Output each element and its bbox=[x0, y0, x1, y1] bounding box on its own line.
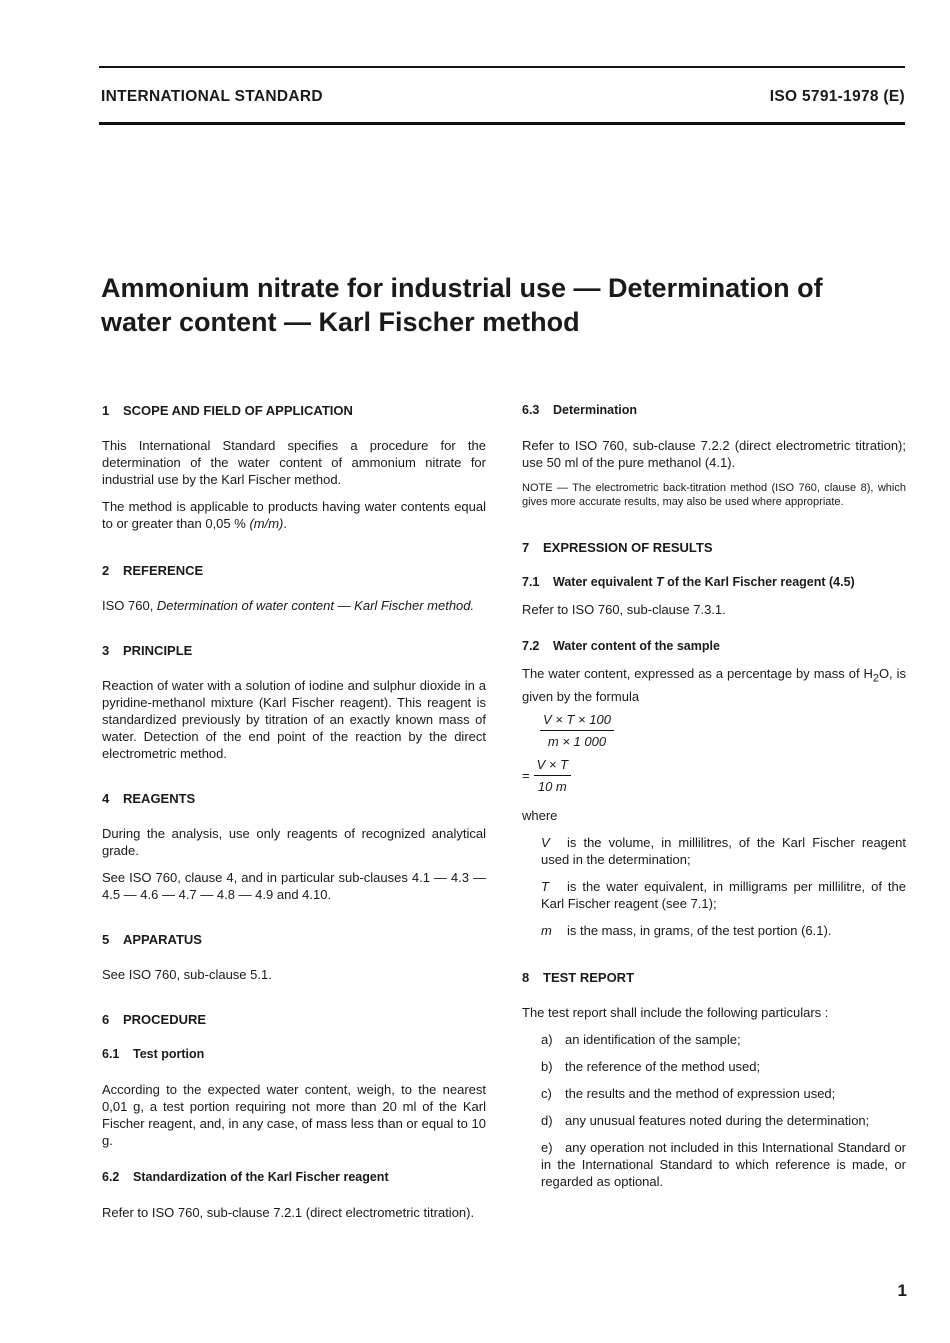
section-6-3-heading: 6.3 Determination bbox=[522, 403, 638, 417]
report-item-b: b) the reference of the method used; bbox=[541, 1058, 761, 1074]
title-line-1: Ammonium nitrate for industrial use — Determination of bbox=[101, 273, 823, 303]
section-8-intro: The test report shall include the following particulars : bbox=[522, 1004, 829, 1020]
section-6-3-note: NOTE — The electrometric back-titration method (ISO 760, clause 8), which gives more accurate results, may also be used where appropriate. bbox=[522, 482, 906, 508]
section-7-2-paragraph: The water content, expressed as a percentage by mass of $H_2O$, is given by the formula bbox=[522, 666, 906, 704]
report-item-a: a) an identification of the sample; bbox=[541, 1031, 741, 1047]
header-doc-type: INTERNATIONAL STANDARD bbox=[101, 88, 323, 105]
report-item-d: d) any unusual features noted during the determination; bbox=[541, 1112, 870, 1128]
section-3-heading: 3 PRINCIPLE bbox=[102, 643, 193, 658]
section-2-heading: 2 REFERENCE bbox=[102, 563, 204, 578]
report-item-e: e) any operation not included in this International Standard or in the International Standard to which reference is made, or regarded as optional. bbox=[541, 1139, 906, 1189]
definition-v: V is the volume, in millilitres, of the Karl Fischer reagent used in the determination; bbox=[541, 834, 906, 867]
document-title bbox=[101, 271, 901, 339]
section-7-1-paragraph: Refer to ISO 760, sub-clause 7.3.1. bbox=[522, 602, 726, 617]
section-5-paragraph: See ISO 760, sub-clause 5.1. bbox=[102, 967, 272, 982]
section-1-paragraph-1: This International Standard specifies a procedure for the determination of the water content of ammonium nitrate for industrial use by the Karl Fischer method. bbox=[102, 438, 486, 487]
section-6-1-heading: 6.1 Test portion bbox=[102, 1047, 205, 1061]
formula-2-denominator: 10 m bbox=[537, 778, 567, 794]
formula-2 bbox=[522, 756, 906, 795]
section-1-heading: 1 SCOPE AND FIELD OF APPLICATION bbox=[102, 403, 353, 418]
section-6-1-paragraph: According to the expected water content, weigh, to the nearest 0,01 g, a test portion requiring not more than 20 ml of the Karl Fischer reagent, and, in any case, of mass less than or equal to 10 g. bbox=[102, 1082, 486, 1148]
section-6-2-paragraph: Refer to ISO 760, sub-clause 7.2.1 (direct electrometric titration). bbox=[102, 1205, 475, 1220]
section-7-heading: 7 EXPRESSION OF RESULTS bbox=[522, 540, 713, 555]
section-7-1-heading: 7.1 Water equivalent T of the Karl Fischer reagent (4.5) bbox=[522, 575, 855, 589]
section-3-paragraph: Reaction of water with a solution of iodine and sulphur dioxide in a pyridine-methanol mixture (Karl Fischer reagent). This reagent is standardized previously by titration of an exactly known mass of water. Detection of the end point of the reaction by the direct electrometric method. bbox=[102, 678, 486, 761]
header-rule-bottom bbox=[99, 122, 905, 125]
section-6-2-heading: 6.2 Standardization of the Karl Fischer reagent bbox=[102, 1170, 389, 1184]
section-1-paragraph-2: The method is applicable to products having water contents equal to or greater than 0,05 % (m/m). bbox=[102, 499, 486, 531]
definition-m: m is the mass, in grams, of the test portion (6.1). bbox=[541, 922, 832, 938]
header-rule-top bbox=[99, 66, 905, 68]
header-standard-number: ISO 5791-1978 (E) bbox=[769, 88, 905, 105]
section-7-2-heading: 7.2 Water content of the sample bbox=[522, 639, 720, 653]
definition-t: T is the water equivalent, in milligrams per millilitre, of the Karl Fischer reagent (see 7.1); bbox=[541, 878, 906, 911]
right-column bbox=[522, 402, 906, 1190]
page-number: 1 bbox=[897, 1281, 907, 1300]
section-6-3-paragraph: Refer to ISO 760, sub-clause 7.2.2 (direct electrometric titration); use 50 ml of the pure methanol (4.1). bbox=[522, 438, 906, 470]
section-6-heading: 6 PROCEDURE bbox=[102, 1012, 207, 1027]
formula-2-numerator: V × T bbox=[534, 756, 571, 776]
section-4-paragraph-2: See ISO 760, clause 4, and in particular sub-clauses 4.1 — 4.3 — 4.5 — 4.6 — 4.7 — 4.8 — 4.9 and 4.10. bbox=[102, 870, 486, 902]
section-5-heading: 5 APPARATUS bbox=[102, 932, 202, 947]
equals-sign: = bbox=[522, 767, 530, 783]
section-8-heading: 8 TEST REPORT bbox=[522, 969, 635, 985]
section-2-paragraph: ISO 760, Determination of water content — Karl Fischer method. bbox=[102, 598, 475, 613]
section-4-paragraph-1: During the analysis, use only reagents of recognized analytical grade. bbox=[102, 826, 486, 858]
report-item-c: c) the results and the method of expression used; bbox=[541, 1085, 836, 1101]
where-label: where bbox=[522, 807, 558, 823]
formula-1 bbox=[522, 711, 906, 750]
formula-1-numerator: V × T × 100 bbox=[540, 711, 614, 731]
left-column bbox=[102, 402, 486, 1221]
section-4-heading: 4 REAGENTS bbox=[102, 791, 196, 806]
title-line-2: water content — Karl Fischer method bbox=[101, 307, 580, 337]
formula-1-denominator: m × 1 000 bbox=[547, 733, 607, 749]
